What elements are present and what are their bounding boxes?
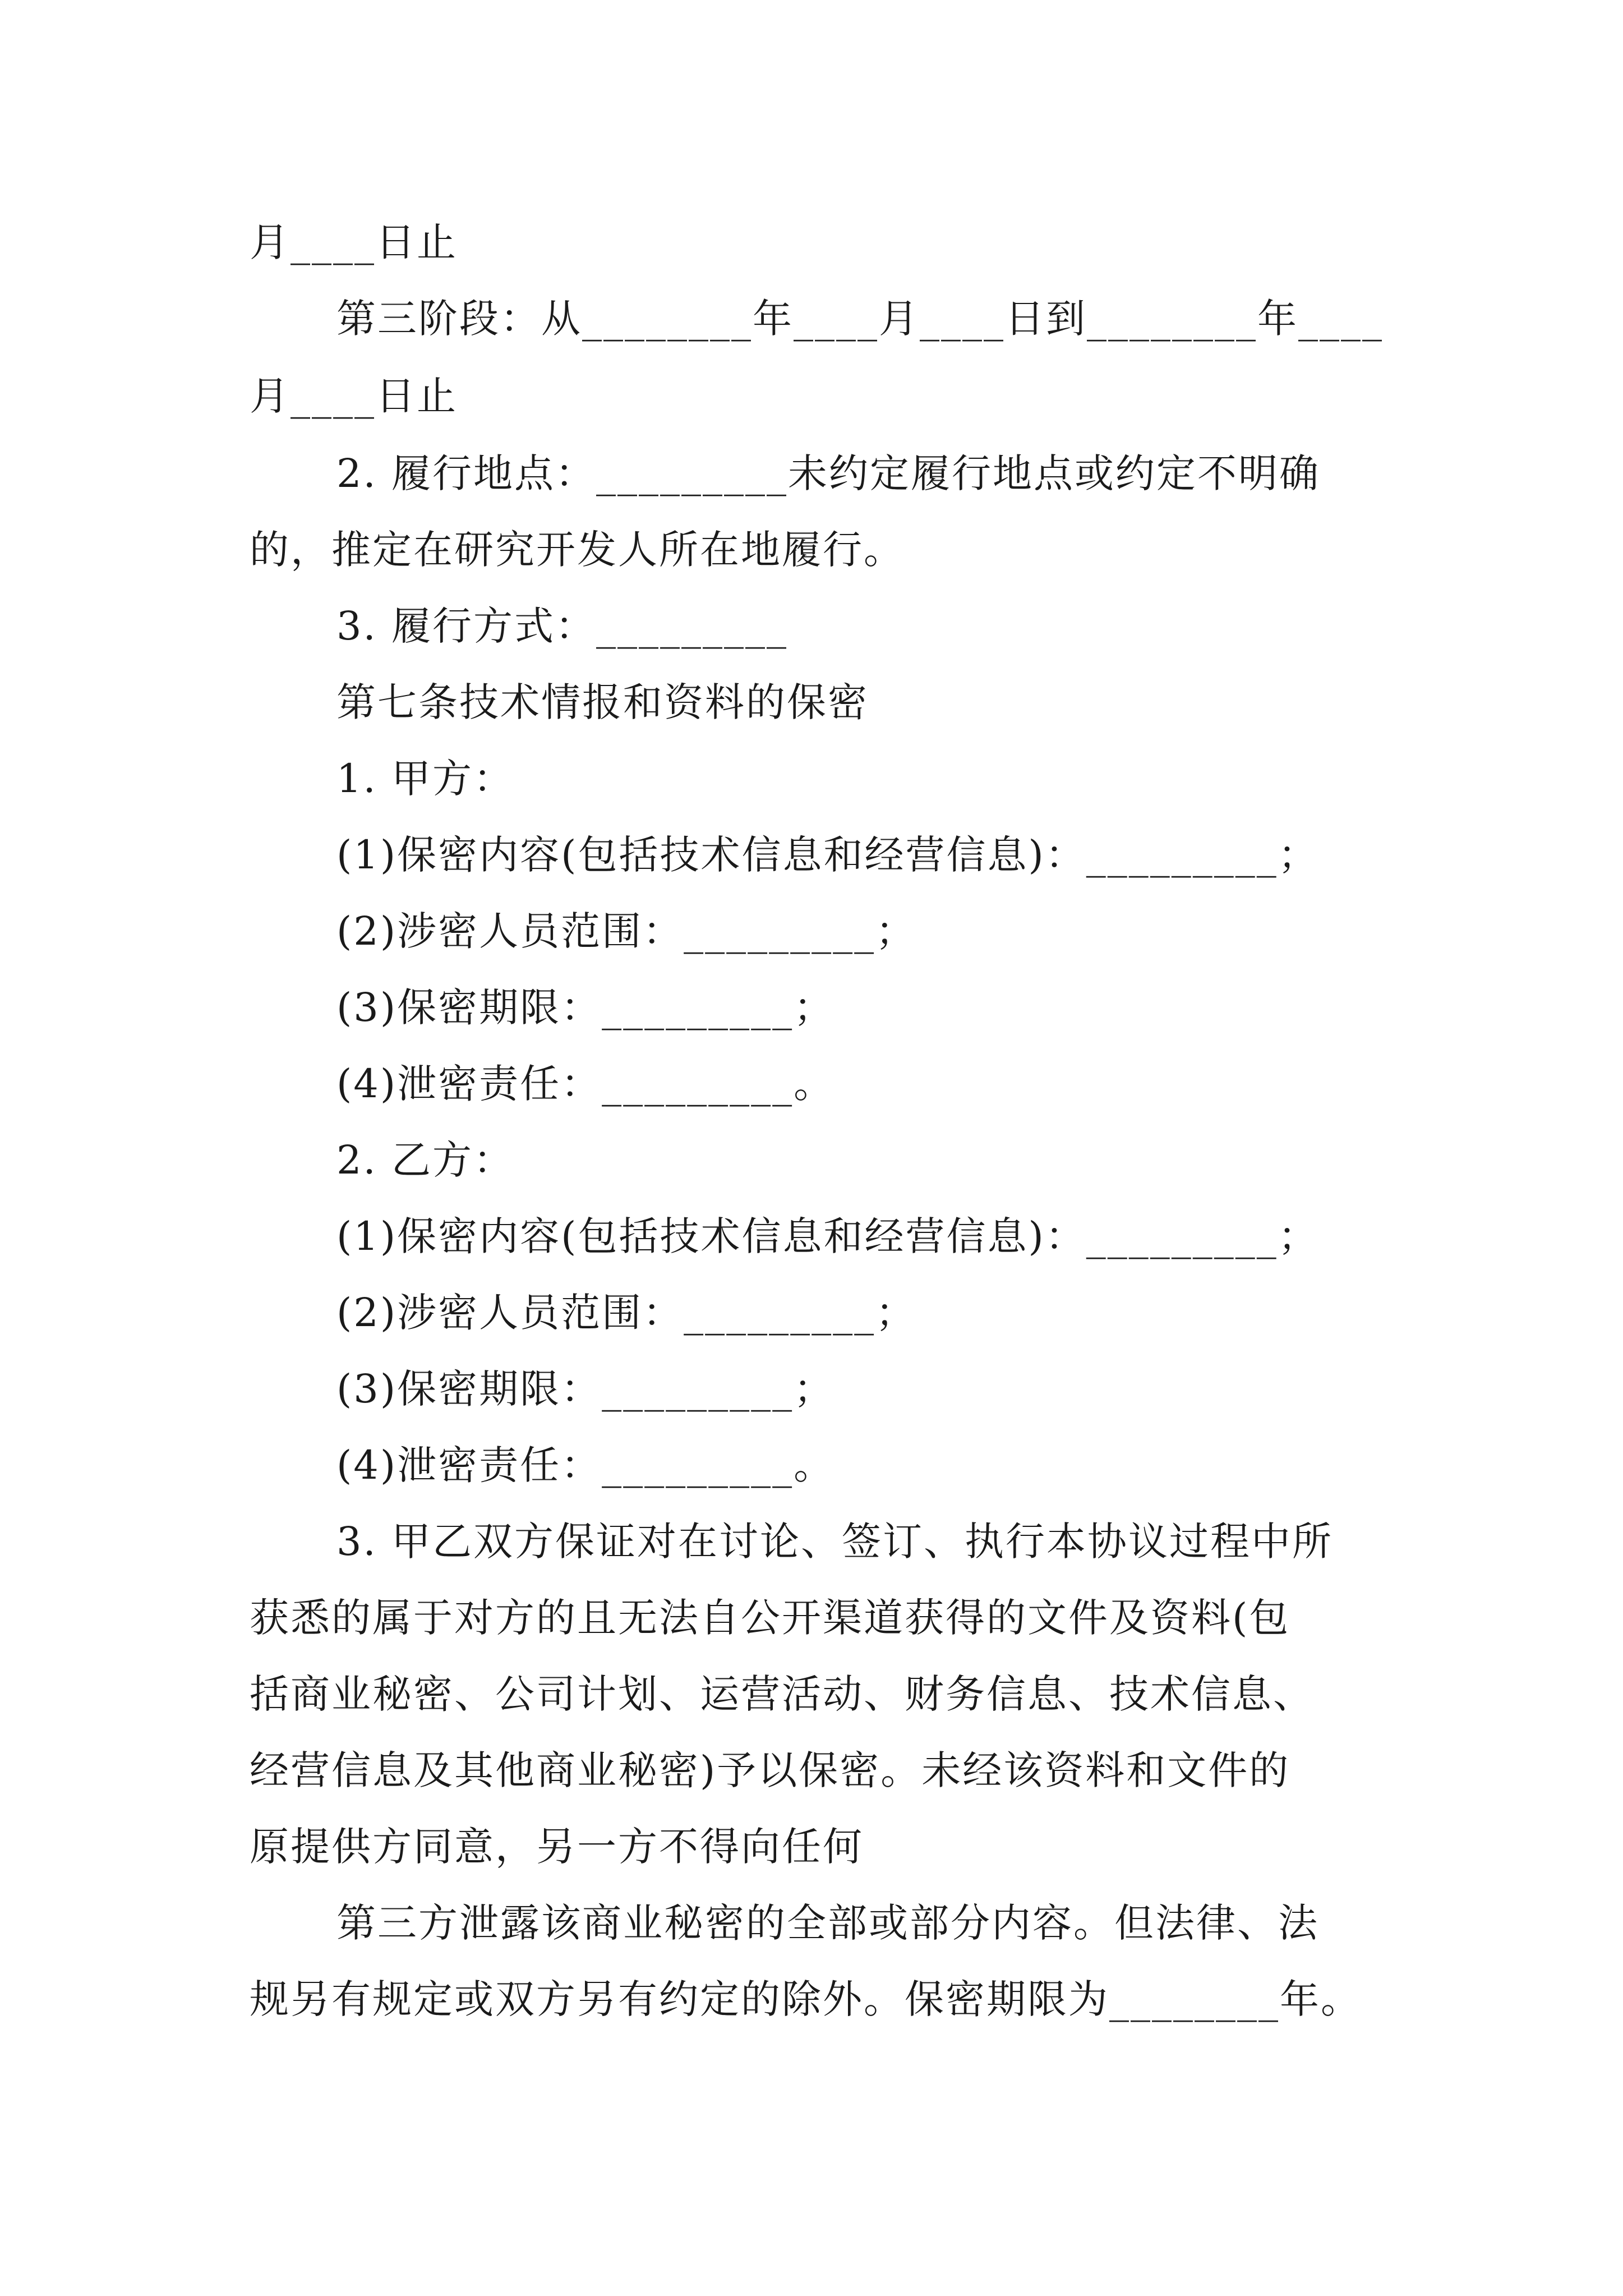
text-line: 2. 乙方：	[336, 1137, 515, 1183]
text-line: 原提供方同意，另一方不得向任何	[250, 1824, 864, 1870]
text-line: 括商业秘密、公司计划、运营活动、财务信息、技术信息、	[250, 1671, 1314, 1717]
text-line: (4)泄密责任：_________。	[336, 1061, 835, 1107]
text-line: (1)保密内容(包括技术信息和经营信息)：_________；	[336, 1213, 1319, 1259]
text-line: (1)保密内容(包括技术信息和经营信息)：_________；	[336, 832, 1319, 878]
text-line: (2)涉密人员范围：_________；	[336, 908, 917, 954]
text-line: (4)泄密责任：_________。	[336, 1442, 835, 1488]
text-line: 1. 甲方：	[336, 756, 515, 802]
text-line: 3. 履行方式：_________	[336, 603, 789, 649]
text-line: (3)保密期限：_________；	[336, 984, 835, 1030]
text-line: 第三阶段：从________年____月____日到________年____	[336, 296, 1384, 342]
text-line: 2. 履行地点：_________未约定履行地点或约定不明确	[336, 450, 1321, 496]
text-line: (3)保密期限：_________；	[336, 1366, 835, 1412]
text-line: 第三方泄露该商业秘密的全部或部分内容。但法律、法	[336, 1900, 1319, 1946]
text-line: 规另有规定或双方另有约定的除外。保密期限为________年。	[250, 1976, 1362, 2022]
text-line: 3. 甲乙双方保证对在讨论、签订、执行本协议过程中所	[336, 1519, 1334, 1565]
text-line: 的，推定在研究开发人所在地履行。	[250, 527, 905, 573]
text-line: 月____日止	[250, 373, 458, 419]
text-line: 经营信息及其他商业秘密)予以保密。未经该资料和文件的	[250, 1747, 1290, 1793]
text-line: 获悉的属于对方的且无法自公开渠道获得的文件及资料(包	[250, 1595, 1290, 1641]
text-line: 月____日止	[250, 219, 458, 265]
section-heading: 第七条技术情报和资料的保密	[336, 679, 869, 725]
text-line: (2)涉密人员范围：_________；	[336, 1290, 917, 1336]
